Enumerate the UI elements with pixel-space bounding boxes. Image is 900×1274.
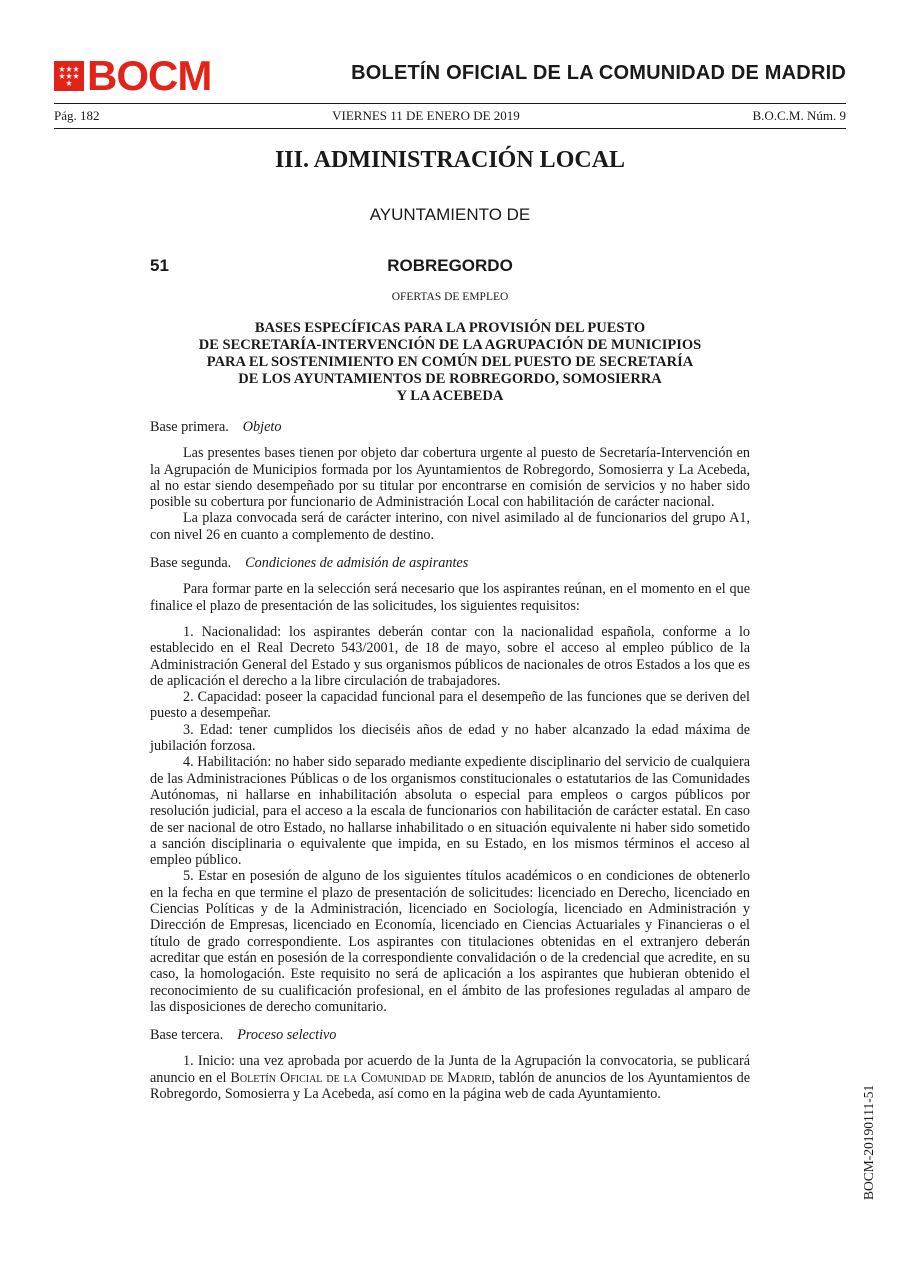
requirement-item: 5. Estar en posesión de alguno de los siguientes títulos académicos o en condiciones de obtenerlo en la fecha en que termine el plazo de presentación de solicitudes: licenciado en Derecho, licenciado en Ciencias Políticas y de la Administración, licenciado en Sociología, licenciado en Administración y Dirección de Empresas, licenciado en Economía, licenciado en Ciencias Actuariales y Financieras o el título de grado correspondiente. Los aspirantes con titulaciones obtenidas en el extranjero deberán acreditar que están en posesión de la correspondiente convalidación o de la credencial que acredite, en su caso, la homologación. Este requisito no será de aplicación a los aspirantes que hubieran obtenido el reconocimiento de su cualificación profesional, en el ámbito de las profesiones reguladas al amparo de las disposiciones de derecho comunitario.: [150, 868, 750, 1015]
paragraph: Para formar parte en la selección será necesario que los aspirantes reúnan, en el momento en el que finalice el plazo de presentación de las solicitudes, los siguientes requisitos:: [150, 581, 750, 614]
municipality-name: ROBREGORDO: [387, 256, 513, 275]
requirement-item: 4. Habilitación: no haber sido separado mediante expediente disciplinario del servicio de cualquiera de las Administraciones Públicas o de los organismos constitucionales o estatutarios de las Comunidades Autónomas, ni hallarse en inhabilitación absoluta o especial para empleos o cargos públicos por resolución judicial, para el acceso a la escala de funcionarios con habilitación de carácter estatal. En caso de ser nacional de otro Estado, no hallarse inhabilitado o en situación equivalente ni haber sido sometido a sanción disciplinaria o equivalente que impida, en su Estado, en los mismos términos el acceso al empleo público.: [150, 754, 750, 869]
base-title: Condiciones de admisión de aspirantes: [245, 555, 469, 572]
madrid-stars-icon: [54, 61, 84, 91]
bases-title-line: DE LOS AYUNTAMIENTOS DE ROBREGORDO, SOMOSIERRA: [238, 371, 662, 387]
issue-number: B.O.C.M. Núm. 9: [752, 108, 846, 123]
ad-number: 51: [150, 256, 169, 275]
bulletin-name-smallcaps: Boletín Oficial de la Comunidad de Madrid: [230, 1069, 492, 1086]
running-header: [54, 108, 846, 124]
bocm-logo: [54, 52, 212, 99]
running-header-rule: [54, 128, 846, 129]
paragraph: La plaza convocada será de carácter interino, con nivel asimilado al de funcionarios del grupo A1, con nivel 26 en cuanto a complemento de destino.: [150, 510, 750, 543]
base-heading: [150, 1027, 750, 1043]
base-heading: [150, 419, 750, 435]
bases-title-line: BASES ESPECÍFICAS PARA LA PROVISIÓN DEL PUESTO: [254, 320, 646, 336]
document-code: BOCM-20190111-51: [861, 1084, 876, 1200]
paragraph: [150, 1053, 750, 1102]
bases-title-line: PARA EL SOSTENIMIENTO EN COMÚN DEL PUESTO DE SECRETARÍA: [206, 354, 694, 370]
requirement-item: 2. Capacidad: poseer la capacidad funcional para el desempeño de las funciones que se deriven del puesto a desempeñar.: [150, 689, 750, 722]
header-rule: [54, 103, 846, 104]
bulletin-title: BOLETÍN OFICIAL DE LA COMUNIDAD DE MADRID: [351, 62, 846, 84]
issue-date: VIERNES 11 DE ENERO DE 2019: [332, 108, 520, 123]
bases-title-line: Y LA ACEBEDA: [396, 388, 504, 404]
base-label: Base segunda.: [150, 555, 232, 572]
bases-title: [150, 320, 750, 405]
base-label: Base primera.: [150, 419, 229, 435]
category-label: OFERTAS DE EMPLEO: [391, 291, 509, 303]
base-label: Base tercera.: [150, 1027, 224, 1044]
page-number: Pág. 182: [54, 108, 100, 123]
logo-text: BOCM: [87, 52, 212, 99]
paragraph-part: , tablón de anuncios de los Ayuntamientos de Robregordo, Somosierra y La Acebeda, así como en la página web de cada Ayuntamiento.: [150, 1069, 750, 1102]
base-title: Objeto: [242, 419, 282, 435]
paragraph-part: 1. Inicio: una vez aprobada por acuerdo de la Junta de la Agrupación la convocatoria, se publicará anuncio en el: [150, 1053, 750, 1086]
ayuntamiento-label: AYUNTAMIENTO DE: [369, 205, 531, 224]
section-title: III. ADMINISTRACIÓN LOCAL: [274, 147, 626, 173]
base-heading: [150, 555, 750, 571]
requirement-item: 1. Nacionalidad: los aspirantes deberán contar con la nacionalidad española, conforme a lo establecido en el Real Decreto 543/2001, de 18 de mayo, sobre el acceso al empleo público de la Administración General del Estado y sus organismos públicos de nacionales de otros Estados a los que es de aplicación el derecho a la libre circulación de trabajadores.: [150, 623, 750, 689]
bases-title-line: DE SECRETARÍA-INTERVENCIÓN DE LA AGRUPACIÓN DE MUNICIPIOS: [198, 337, 702, 353]
base-title: Proceso selectivo: [237, 1027, 337, 1044]
paragraph: Las presentes bases tienen por objeto dar cobertura urgente al puesto de Secretaría-Intervención en la Agrupación de Municipios formada por los Ayuntamientos de Robregordo, Somosierra y La Acebeda, al no estar siendo desempeñado por su titular por encontrarse en comisión de servicios y no haber sido posible su cobertura por funcionario de Administración Local con habilitación de carácter nacional.: [150, 445, 750, 511]
body-text: [150, 419, 750, 1102]
requirement-item: 3. Edad: tener cumplidos los dieciséis años de edad y no haber alcanzado la edad máxima de jubilación forzosa.: [150, 721, 750, 755]
